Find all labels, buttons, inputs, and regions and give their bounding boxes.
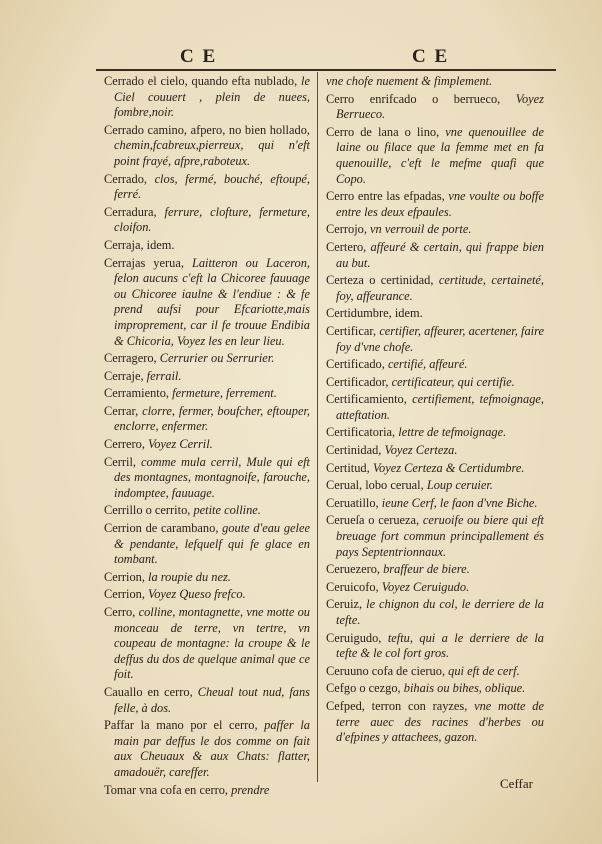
entry-definition: Voyez Cerril. xyxy=(148,437,213,452)
entry-definition: ferrail. xyxy=(146,368,182,383)
dictionary-entry xyxy=(326,375,544,391)
left-column xyxy=(104,74,310,800)
entry-headword: Ceruatillo, xyxy=(326,495,382,510)
entry-headword: Certificar, xyxy=(326,323,380,338)
entry-headword: Cerrajas yerua, xyxy=(104,255,192,270)
entry-headword: Certificado, xyxy=(326,357,388,372)
entry-headword: Cerual, lobo cerual, xyxy=(326,478,427,493)
entry-headword: Cerrado camino, afpero, no bien hollado, xyxy=(104,122,310,137)
entry-headword: Cerril, xyxy=(104,454,141,469)
entry-headword: Certificador, xyxy=(326,374,392,389)
dictionary-entry xyxy=(326,324,544,355)
entry-headword: Cerrado, xyxy=(104,171,155,186)
dictionary-entry xyxy=(104,685,310,716)
entry-definition: braffeur de biere. xyxy=(383,562,470,577)
entry-definition: vne quenouillee de laine ou filace que la femme met en fa quenouille, c'eft le mefme quafi que Copo. xyxy=(336,124,544,186)
entry-definition: vn verrouil de porte. xyxy=(370,222,472,237)
dictionary-entry xyxy=(326,392,544,423)
dictionary-entry xyxy=(326,699,544,746)
entry-headword: Ceruigudo, xyxy=(326,630,388,645)
entry-definition: Loup ceruier. xyxy=(426,478,493,493)
dictionary-entry xyxy=(104,351,310,367)
entry-headword: Cefped, terron con rayzes, xyxy=(326,698,475,713)
entry-headword: Certeza o certinidad, xyxy=(326,273,439,288)
entry-definition: certitude, certaineté, foy, affeurance. xyxy=(336,273,544,303)
entry-definition: vne chofe nuement & fimplement. xyxy=(326,74,493,88)
dictionary-entry xyxy=(104,587,310,603)
dictionary-entry xyxy=(104,437,310,453)
entry-headword: Certificatoria, xyxy=(326,425,399,440)
dictionary-entry xyxy=(104,74,310,121)
dictionary-entry xyxy=(326,631,544,662)
entry-definition: teftu, qui a le derriere de la tefte & le col fort gros. xyxy=(336,630,544,661)
dictionary-entry xyxy=(326,240,544,271)
entry-headword: Certidumbre, idem. xyxy=(326,306,423,321)
entry-definition: chemin,fcabreux,pierreux, qui n'eft point frayé, afpre,raboteux. xyxy=(114,138,310,168)
entry-definition: fermeture, ferrement. xyxy=(172,386,277,401)
dictionary-entry xyxy=(326,273,544,304)
entry-definition: ieune Cerf, le faon d'vne Biche. xyxy=(381,495,538,510)
dictionary-entry xyxy=(326,513,544,560)
entry-headword: Cerro enrifcado o berrueco, xyxy=(326,91,516,106)
entry-definition: goute d'eau gelee & pendante, lefquelf qui fe glace en tombant. xyxy=(114,521,310,567)
entry-headword: Cerueſa o cerueza, xyxy=(326,513,423,528)
entry-headword: Cerrion, xyxy=(104,587,149,602)
entry-definition: vne voulte ou boffe entre les deux efpaules. xyxy=(336,189,544,219)
entry-headword: Cerrillo o cerrito, xyxy=(104,503,194,518)
entry-headword: Cerrion, xyxy=(104,569,149,584)
entry-definition: la roupie du nez. xyxy=(148,569,231,584)
entry-headword: Certitud, xyxy=(326,460,373,475)
dictionary-entry xyxy=(326,125,544,187)
entry-headword: Cerradura, xyxy=(104,204,165,219)
entry-definition: Voyez Queso frefco. xyxy=(148,587,246,602)
dictionary-entry xyxy=(104,172,310,203)
entry-definition: vne motte de terre auec des racines d'herbes ou d'efpines y attachees, gazon. xyxy=(336,698,544,745)
dictionary-entry xyxy=(104,256,310,350)
dictionary-entry xyxy=(104,718,310,780)
dictionary-entry xyxy=(326,478,544,494)
entry-definition: Voyez Ceruigudo. xyxy=(381,579,470,594)
entry-headword: Certinidad, xyxy=(326,443,385,458)
entry-headword: Ceruiz, xyxy=(326,597,367,612)
dictionary-entry xyxy=(326,580,544,596)
page-header xyxy=(96,46,556,68)
dictionary-entry xyxy=(326,425,544,441)
entry-definition: certifier, affeurer, acertener, faire foy d'vne chofe. xyxy=(336,323,544,354)
dictionary-entry xyxy=(326,664,544,680)
dictionary-entry xyxy=(326,306,544,322)
dictionary-entry xyxy=(104,521,310,568)
entry-definition: paffer la main par deffus le dos comme on fait aux Cheuaux & aux Chats: flatter, amadouër, careffer. xyxy=(114,718,310,779)
entry-definition: qui eft de cerf. xyxy=(448,663,520,678)
entry-headword: Cerro, xyxy=(104,605,139,619)
dictionary-entry xyxy=(104,605,310,683)
dictionary-entry xyxy=(104,783,310,799)
entry-definition: Cerrurier ou Serrurier. xyxy=(159,351,275,366)
entry-definition: ceruoife ou biere qui eft breuage fort commun principallement és pays Septentrionnaux. xyxy=(336,513,544,559)
entry-headword: Cerrero, xyxy=(104,437,149,452)
entry-headword: Paffar la mano por el cerro, xyxy=(104,718,265,733)
entry-definition: certifiement, tefmoignage, atteftation. xyxy=(336,392,544,422)
dictionary-entry xyxy=(104,404,310,435)
entry-headword: Cefgo o cezgo, xyxy=(326,681,404,696)
entry-headword: Cerragero, xyxy=(104,351,160,366)
entry-definition: le chignon du col, le derriere de la tefte. xyxy=(336,597,544,627)
entry-headword: Cerrojo, xyxy=(326,222,371,237)
dictionary-entry xyxy=(104,570,310,586)
catchword: Ceffar xyxy=(500,776,533,791)
entry-definition: bihais ou bihes, oblique. xyxy=(403,681,526,696)
entry-headword: Cerro entre las efpadas, xyxy=(326,189,449,204)
entry-definition: affeuré & certain, qui frappe bien au but. xyxy=(336,239,544,270)
entry-definition: le Ciel couuert , plein de nuees, fombre,noir. xyxy=(114,74,310,120)
dictionary-entry xyxy=(326,74,544,90)
dictionary-entry xyxy=(326,562,544,578)
entry-headword: Cerraje, xyxy=(104,368,147,383)
entry-headword: Ceruuno cofa de cieruo, xyxy=(326,663,449,678)
dictionary-entry xyxy=(104,238,310,254)
entry-headword: Cerrion de carambano, xyxy=(104,521,223,536)
entry-headword: Cauallo en cerro, xyxy=(104,684,198,699)
right-column xyxy=(326,74,544,748)
entry-headword: Cerro de lana o lino, xyxy=(326,124,446,139)
entry-definition: Voyez Berrueco. xyxy=(336,91,544,122)
entry-headword: Cerrar, xyxy=(104,403,143,418)
header-right: C E xyxy=(412,46,450,67)
entry-headword: Cerramiento, xyxy=(104,386,173,401)
dictionary-entry xyxy=(104,503,310,519)
entry-definition: colline, montagnette, vne motte ou monceau de terre, vn tertre, vn coupeau de montagne: la croupe & le deffus du dos de quelque animal que ce foit. xyxy=(114,605,310,682)
column-divider xyxy=(317,72,318,782)
dictionary-entry xyxy=(326,92,544,123)
entry-headword: Tomar vna cofa en cerro, xyxy=(104,782,232,797)
entry-definition: Voyez Certeza. xyxy=(384,443,458,458)
dictionary-entry xyxy=(326,357,544,373)
header-rule xyxy=(96,69,556,71)
dictionary-entry xyxy=(104,369,310,385)
dictionary-entry xyxy=(104,386,310,402)
dictionary-entry xyxy=(326,597,544,628)
entry-headword: Ceruezero, xyxy=(326,562,384,577)
entry-definition: Voyez Certeza & Certidumbre. xyxy=(372,460,525,475)
entry-headword: Cerraja, idem. xyxy=(104,237,175,252)
dictionary-entry xyxy=(326,443,544,459)
dictionary-entry xyxy=(326,496,544,512)
entry-headword: Certificamiento, xyxy=(326,392,413,407)
entry-headword: Ceruicofo, xyxy=(326,579,382,594)
dictionary-entry xyxy=(104,123,310,170)
entry-definition: certificateur, qui certifie. xyxy=(391,374,515,389)
dictionary-entry xyxy=(326,189,544,220)
entry-definition: petite colline. xyxy=(193,503,261,518)
dictionary-entry xyxy=(326,222,544,238)
entry-definition: Laitteron ou Laceron, felon aucuns c'eft la Chicoree fauuage ou Chicoree iaulne & l'endiue : & fe prend aufsi pour Efcariotte,mais improprement, car il fe trouue Endibia & Chicoria, Voyez les en leur lieu. xyxy=(114,255,310,348)
dictionary-entry xyxy=(104,205,310,236)
entry-definition: prendre xyxy=(231,782,270,797)
dictionary-entry xyxy=(326,681,544,697)
header-left: C E xyxy=(180,46,218,67)
entry-definition: certifié, affeuré. xyxy=(387,357,468,372)
dictionary-entry xyxy=(104,455,310,502)
entry-definition: lettre de tefmoignage. xyxy=(398,425,507,440)
entry-definition: comme mula cerril, Mule qui eft des montagnes, montagnoife, farouche, indomptee, fauuage. xyxy=(114,454,310,500)
entry-definition: clos, fermé, bouché, eftoupé, ferré. xyxy=(114,171,311,202)
entry-definition: ferrure, clofture, fermeture, cloifon. xyxy=(114,204,310,235)
entry-headword: Cerrado el cielo, quando efta nublado, xyxy=(104,74,302,88)
entry-definition: Cheual tout nud, fans felle, à dos. xyxy=(114,684,310,715)
dictionary-entry xyxy=(326,461,544,477)
entry-definition: clorre, fermer, boufcher, eftouper, enclorre, enfermer. xyxy=(114,403,310,434)
entry-headword: Certero, xyxy=(326,239,371,254)
